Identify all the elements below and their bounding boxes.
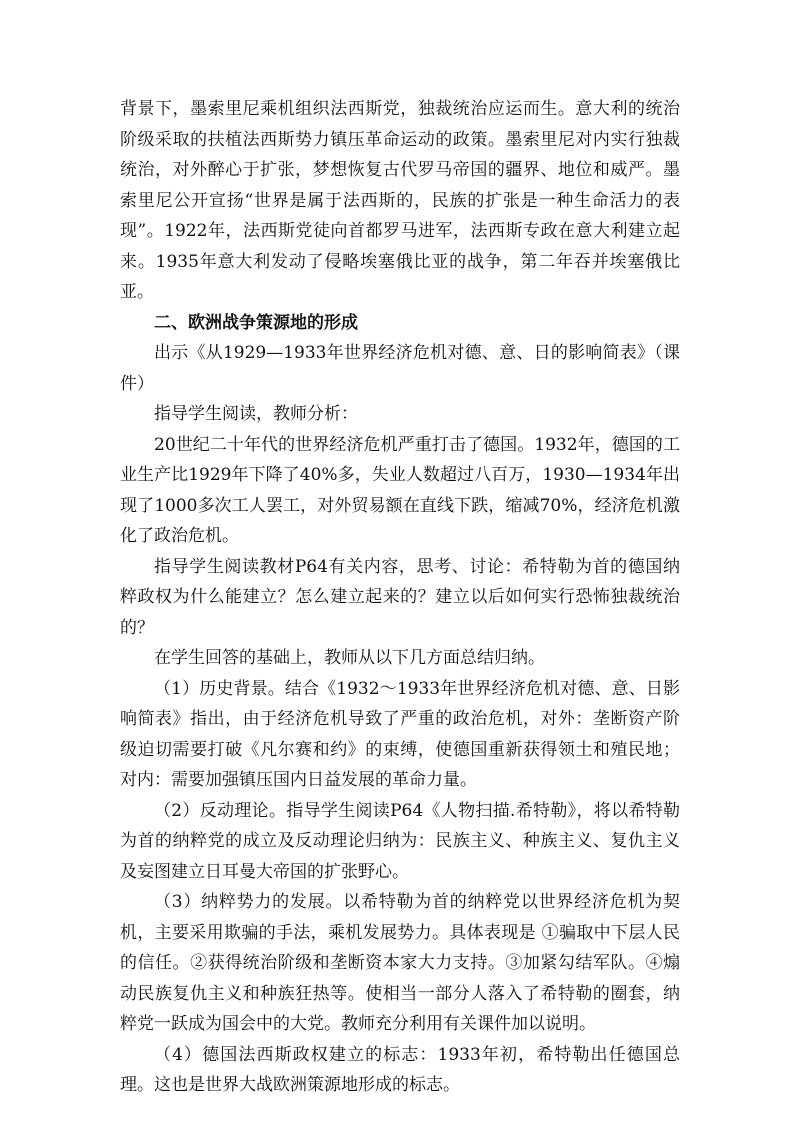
paragraph-economic-crisis: 20世纪二十年代的世界经济危机严重打击了德国。1932年，德国的工业生产比1929年下降了40%多，失业人数超过八百万，1930—1934年出现了1000多次工人罢工，对外贸易额在直线下跌，缩减70%，经济危机激化了政治危机。 <box>120 434 680 546</box>
paragraph-summary-intro: 在学生回答的基础上，教师从以下几方面总结归纳。 <box>154 648 545 668</box>
paragraph-show-table: 出示《从1929—1933年世界经济危机对德、意、日的影响简表》（课件） <box>120 343 680 394</box>
paragraph-discussion: 指导学生阅读教材P64有关内容，思考、讨论：希特勒为首的德国纳粹政权为什么能建立？怎么建立起来的？建立以后如何实行恐怖独裁统治的？ <box>120 556 680 638</box>
paragraph-point-1: （1）历史背景。结合《1932～1933年世界经济危机对德、意、日影响简表》指出，由于经济危机导致了严重的政治危机，对外：垄断资产阶级迫切需要打破《凡尔赛和约》的束缚，使德国重新获得领土和殖民地；对内：需要加强镇压国内日益发展的革命力量。 <box>120 678 680 790</box>
section-heading: 二、欧洲战争策源地的形成 <box>154 312 358 333</box>
paragraph-guide-reading: 指导学生阅读，教师分析： <box>154 404 358 424</box>
document-body <box>120 94 680 1101</box>
paragraph-point-3: （3）纳粹势力的发展。以希特勒为首的纳粹党以世界经济危机为契机，主要采用欺骗的手法，乘机发展势力。具体表现是 ①骗取中下层人民的信任。②获得统治阶级和垄断资本家大力支持。③加紧勾结军队。④煽动民族复仇主义和种族狂热等。使相当一部分人落入了希特勒的圈套，纳粹党一跃成为国会中的大党。教师充分利用有关课件加以说明。 <box>120 892 680 1034</box>
paragraph-italy-fascism: 背景下，墨索里尼乘机组织法西斯党，独裁统治应运而生。意大利的统治阶级采取的扶植法西斯势力镇压革命运动的政策。墨索里尼对内实行独裁统治，对外醉心于扩张，梦想恢复古代罗马帝国的疆界、地位和威严。墨索里尼公开宣扬“世界是属于法西斯的，民族的扩张是一种生命活力的表现”。1922年，法西斯党徒向首都罗马进军，法西斯专政在意大利建立起来。1935年意大利发动了侵略埃塞俄比亚的战争，第二年吞并埃塞俄比亚。 <box>120 99 680 302</box>
paragraph-point-2: （2）反动理论。指导学生阅读P64《人物扫描.希特勒》，将以希特勒为首的纳粹党的成立及反动理论归纳为：民族主义、种族主义、复仇主义及妄图建立日耳曼大帝国的扩张野心。 <box>120 800 680 882</box>
paragraph-point-4: （4）德国法西斯政权建立的标志：1933年初，希特勒出任德国总理。这也是世界大战欧洲策源地形成的标志。 <box>120 1044 680 1095</box>
